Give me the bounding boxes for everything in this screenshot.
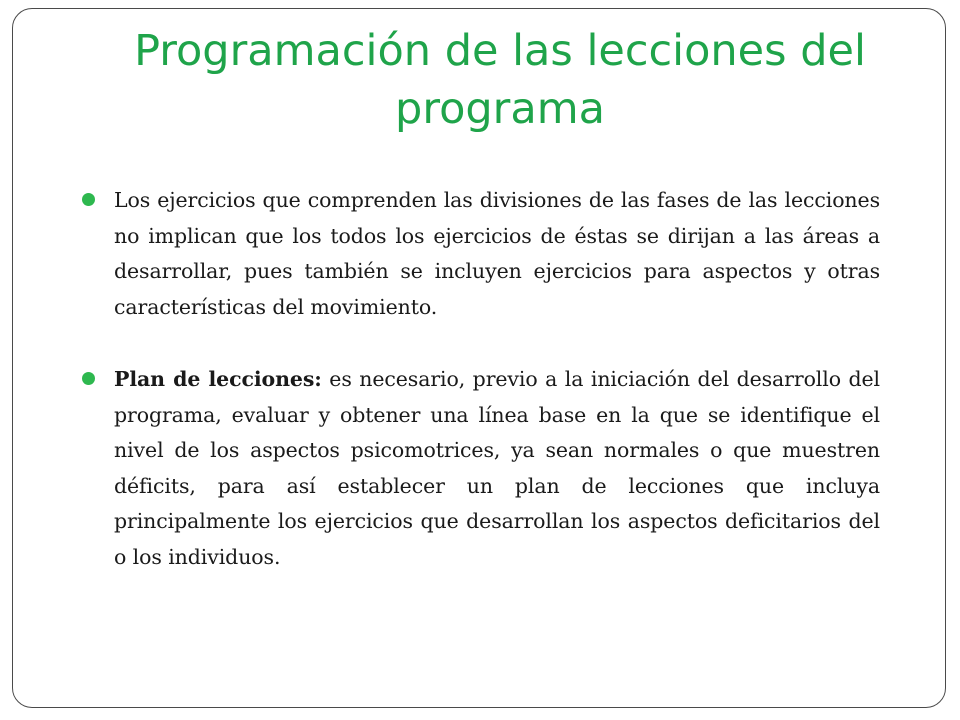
bullet-lead: Plan de lecciones: — [114, 367, 322, 391]
slide-body — [82, 183, 880, 575]
bullet-item-2 — [82, 362, 880, 575]
bullet-item-1 — [82, 183, 880, 325]
bullet-dot-icon — [82, 372, 95, 385]
bullet-text: Los ejercicios que comprenden las divisiones de las fases de las lecciones no implican que los todos los ejercicios de éstas se dirijan a las áreas a desarrollar, pues también se incluyen ejercicios para aspectos y otras características del movimiento. — [114, 188, 880, 319]
slide-title: Programación de las lecciones del programa — [134, 26, 866, 134]
bullet-dot-icon — [82, 193, 95, 206]
bullet-text: es necesario, previo a la iniciación del desarrollo del programa, evaluar y obtener una línea base en la que se identifique el nivel de los aspectos psicomotrices, ya sean normales o que muestren déficits, para así establecer un plan de lecciones que incluya principalmente los ejercicios que desarrollan los aspectos deficitarios del o los individuos. — [114, 367, 880, 569]
